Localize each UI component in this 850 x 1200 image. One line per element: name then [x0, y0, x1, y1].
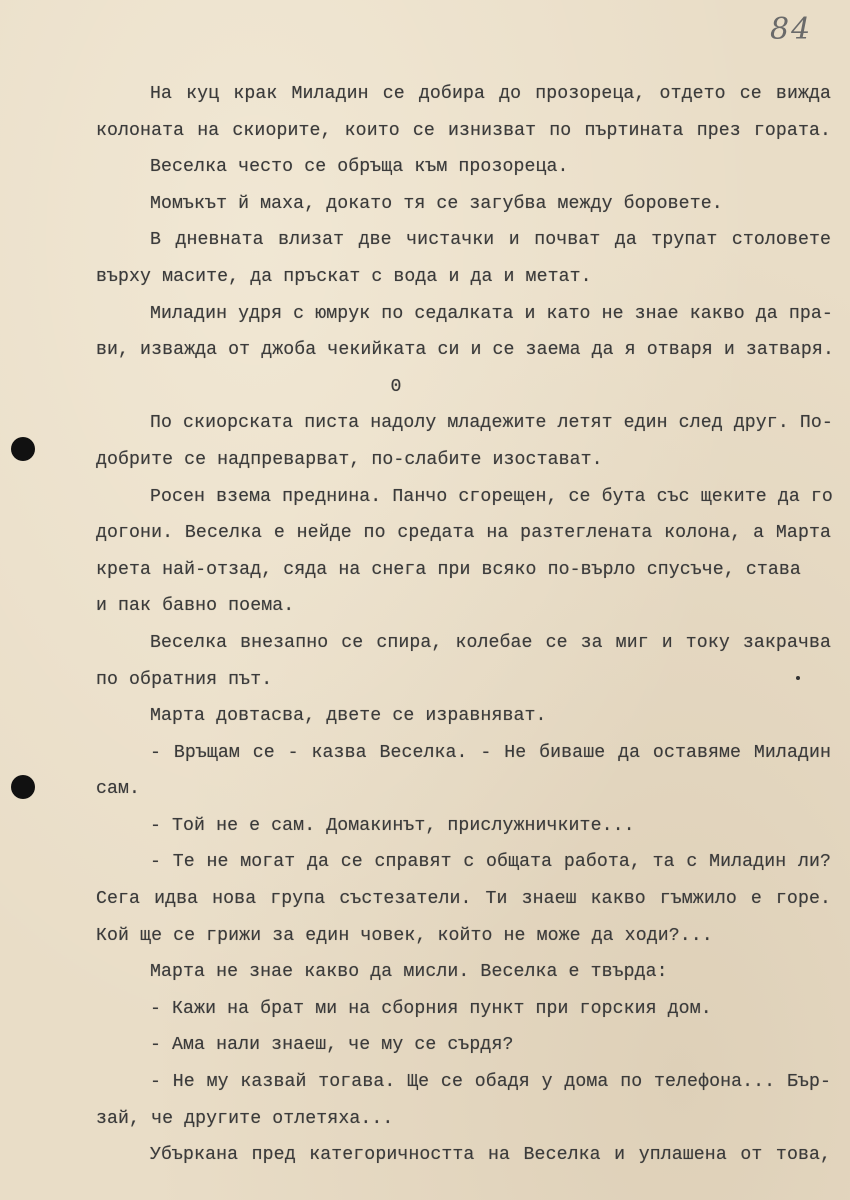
text-line: Убъркана пред категоричността на Веселка и уплашена от това,	[150, 1145, 831, 1166]
section-separator: 0	[390, 376, 402, 397]
text-line: Марта не знае какво да мисли. Веселка е твърда:	[150, 962, 668, 983]
text-line: и пак бавно поема.	[96, 596, 295, 617]
punch-hole	[11, 775, 35, 799]
text-line: На куц крак Миладин се добира до прозореца, отдето се вижда	[150, 84, 831, 104]
text-line: ви, изважда от джоба чекийката си и се заема да я отваря и затваря.	[96, 340, 834, 361]
text-line: - Връщам се - казва Веселка. - Не биваше да оставяме Миладин	[150, 742, 831, 763]
page-number: 84	[770, 12, 813, 47]
punch-hole	[11, 437, 35, 461]
text-line: догони. Веселка е нейде по средата на разтеглената колона, а Марта	[96, 523, 831, 544]
text-line: - Той не е сам. Домакинът, прислужничките...	[150, 815, 635, 836]
text-line: Миладин удря с юмрук по седалката и като не знае какво да пра-	[150, 303, 833, 324]
text-line: Сега идва нова група състезатели. Ти знаеш какво гъмжило е горе.	[96, 889, 831, 910]
text-line: - Не му казвай тогава. Ще се обадя у дома по телефона... Бър-	[150, 1072, 831, 1093]
text-line: добрите се надпреварват, по-слабите изостават.	[96, 449, 603, 470]
text-line: зай, че другите отлетяха...	[96, 1108, 394, 1129]
text-line: крета най-отзад, сяда на снега при всяко по-върло спусъче, става	[96, 559, 801, 580]
text-line: - Ама нали знаеш, че му се сърдя?	[150, 1035, 514, 1056]
text-line: колоната на скиорите, които се изнизват по пъртината през гората.	[96, 120, 831, 141]
text-line: По скиорската писта надолу младежите летят един след друг. По-	[150, 413, 833, 434]
text-line: Веселка внезапно се спира, колебае се за миг и току закрачва	[150, 632, 831, 653]
text-line: по обратния път.	[96, 669, 273, 690]
text-line: Веселка често се обръща към прозореца.	[150, 157, 569, 178]
text-line: сам.	[96, 779, 141, 800]
text-line: В дневната влизат две чистачки и почват да трупат столовете	[150, 230, 831, 251]
text-line: Момъкът й маха, докато тя се загубва между боровете.	[150, 193, 723, 214]
text-line: - Те не могат да се справят с общата работа, та с Миладин ли?	[150, 852, 831, 873]
text-line: върху масите, да пръскат с вода и да и метат.	[96, 266, 592, 287]
text-line: Кой ще се грижи за един човек, който не може да ходи?...	[96, 925, 713, 946]
text-line: - Кажи на брат ми на сборния пункт при горския дом.	[150, 998, 712, 1019]
text-line: Росен взема преднина. Панчо сгорещен, се бута със щеките да го	[150, 486, 833, 507]
typewritten-text	[96, 76, 834, 1174]
text-line: Марта довтасва, двете се изравняват.	[150, 706, 547, 727]
